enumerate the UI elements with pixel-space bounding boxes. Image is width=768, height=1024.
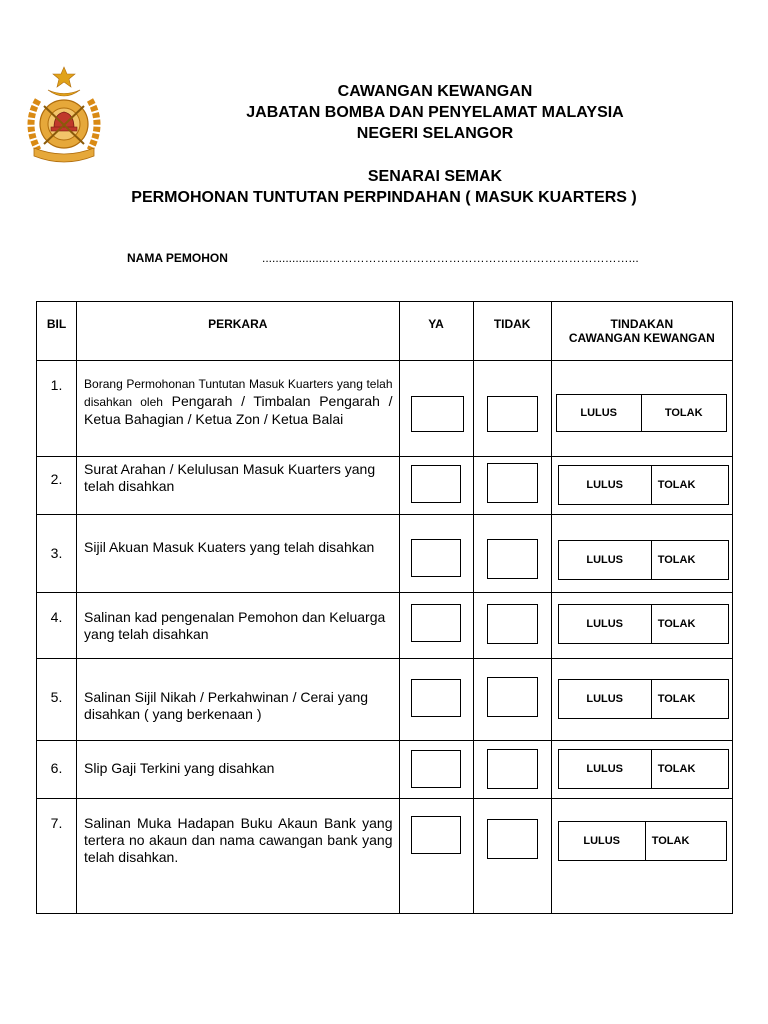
tidak-checkbox[interactable] (487, 604, 538, 644)
ya-checkbox[interactable] (411, 396, 464, 432)
ya-checkbox[interactable] (411, 679, 461, 717)
tolak-option[interactable]: TOLAK (657, 479, 696, 491)
row-item: Salinan Sijil Nikah / Perkahwinan / Cerai yang disahkan ( yang berkenaan ) (77, 659, 399, 741)
header-tindakan (551, 302, 732, 361)
row-number: 6. (37, 741, 77, 799)
checklist-title: SENARAI SEMAK (367, 168, 503, 185)
header-tindakan-line1: TINDAKAN (610, 317, 674, 331)
table-row (37, 515, 733, 593)
tolak-option[interactable]: TOLAK (664, 407, 703, 419)
approval-box (558, 465, 729, 505)
row-number: 1. (37, 361, 77, 457)
lulus-option[interactable]: LULUS (559, 822, 646, 860)
ya-checkbox[interactable] (411, 465, 461, 503)
table-row (37, 799, 733, 914)
applicant-name-field[interactable]: ....................…………………………………………………………………... (262, 251, 639, 265)
ya-checkbox[interactable] (411, 604, 461, 642)
table-row (37, 593, 733, 659)
row-number: 2. (37, 457, 77, 515)
tidak-checkbox[interactable] (487, 749, 538, 789)
lulus-option[interactable]: LULUS (559, 466, 652, 504)
ya-checkbox[interactable] (411, 539, 461, 577)
row-item: Surat Arahan / Kelulusan Masuk Kuarters yang telah disahkan (77, 457, 399, 515)
approval-box (558, 604, 729, 644)
tolak-option[interactable]: TOLAK (657, 693, 696, 705)
header-tidak: TIDAK (473, 302, 551, 361)
header-tindakan-line2: CAWANGAN KEWANGAN (568, 331, 715, 345)
table-row (37, 659, 733, 741)
department-branch-title: CAWANGAN KEWANGAN (337, 83, 533, 100)
approval-box (556, 394, 727, 432)
header-perkara: PERKARA (77, 302, 399, 361)
tidak-checkbox[interactable] (487, 463, 538, 503)
row-item: Sijil Akuan Masuk Kuaters yang telah disahkan (77, 515, 399, 593)
ya-checkbox[interactable] (411, 816, 461, 854)
row-number: 3. (37, 515, 77, 593)
header-bil: BIL (37, 302, 77, 361)
lulus-option[interactable]: LULUS (559, 541, 652, 579)
tolak-option[interactable]: TOLAK (657, 554, 696, 566)
department-name: JABATAN BOMBA DAN PENYELAMAT MALAYSIA (246, 104, 624, 121)
tidak-checkbox[interactable] (487, 819, 538, 859)
checklist-table (36, 301, 733, 914)
row-item: Slip Gaji Terkini yang disahkan (77, 741, 399, 799)
approval-box (558, 749, 729, 789)
approval-box (558, 679, 729, 719)
tidak-checkbox[interactable] (487, 677, 538, 717)
lulus-option[interactable]: LULUS (559, 750, 652, 788)
lulus-option[interactable]: LULUS (557, 395, 642, 431)
table-header-row (37, 302, 733, 361)
approval-box (558, 540, 729, 580)
row-number: 5. (37, 659, 77, 741)
tidak-checkbox[interactable] (487, 396, 538, 432)
row-number: 7. (37, 799, 77, 914)
applicant-name-label: NAMA PEMOHON (127, 251, 228, 265)
checklist-subtitle: PERMOHONAN TUNTUTAN PERPINDAHAN ( MASUK KUARTERS ) (131, 189, 637, 206)
approval-box (558, 821, 727, 861)
table-row (37, 361, 733, 457)
lulus-option[interactable]: LULUS (559, 680, 652, 718)
lulus-option[interactable]: LULUS (559, 605, 652, 643)
table-row (37, 741, 733, 799)
ya-checkbox[interactable] (411, 750, 461, 788)
tolak-option[interactable]: TOLAK (657, 763, 696, 775)
header-ya: YA (399, 302, 473, 361)
tolak-option[interactable]: TOLAK (657, 618, 696, 630)
row-item: Salinan kad pengenalan Pemohon dan Keluarga yang telah disahkan (77, 593, 399, 659)
tidak-checkbox[interactable] (487, 539, 538, 579)
row-number: 4. (37, 593, 77, 659)
row-item: Borang Permohonan Tuntutan Masuk Kuarters yang telah disahkan oleh Pengarah / Timbalan Pengarah / Ketua Bahagian / Ketua Zon / Ketua Balai (77, 361, 399, 457)
table-row (37, 457, 733, 515)
state-name: NEGERI SELANGOR (356, 125, 514, 142)
tolak-option[interactable]: TOLAK (651, 835, 690, 847)
row-item: Salinan Muka Hadapan Buku Akaun Bank yang tertera no akaun dan nama cawangan bank yang telah disahkan. (77, 799, 399, 914)
